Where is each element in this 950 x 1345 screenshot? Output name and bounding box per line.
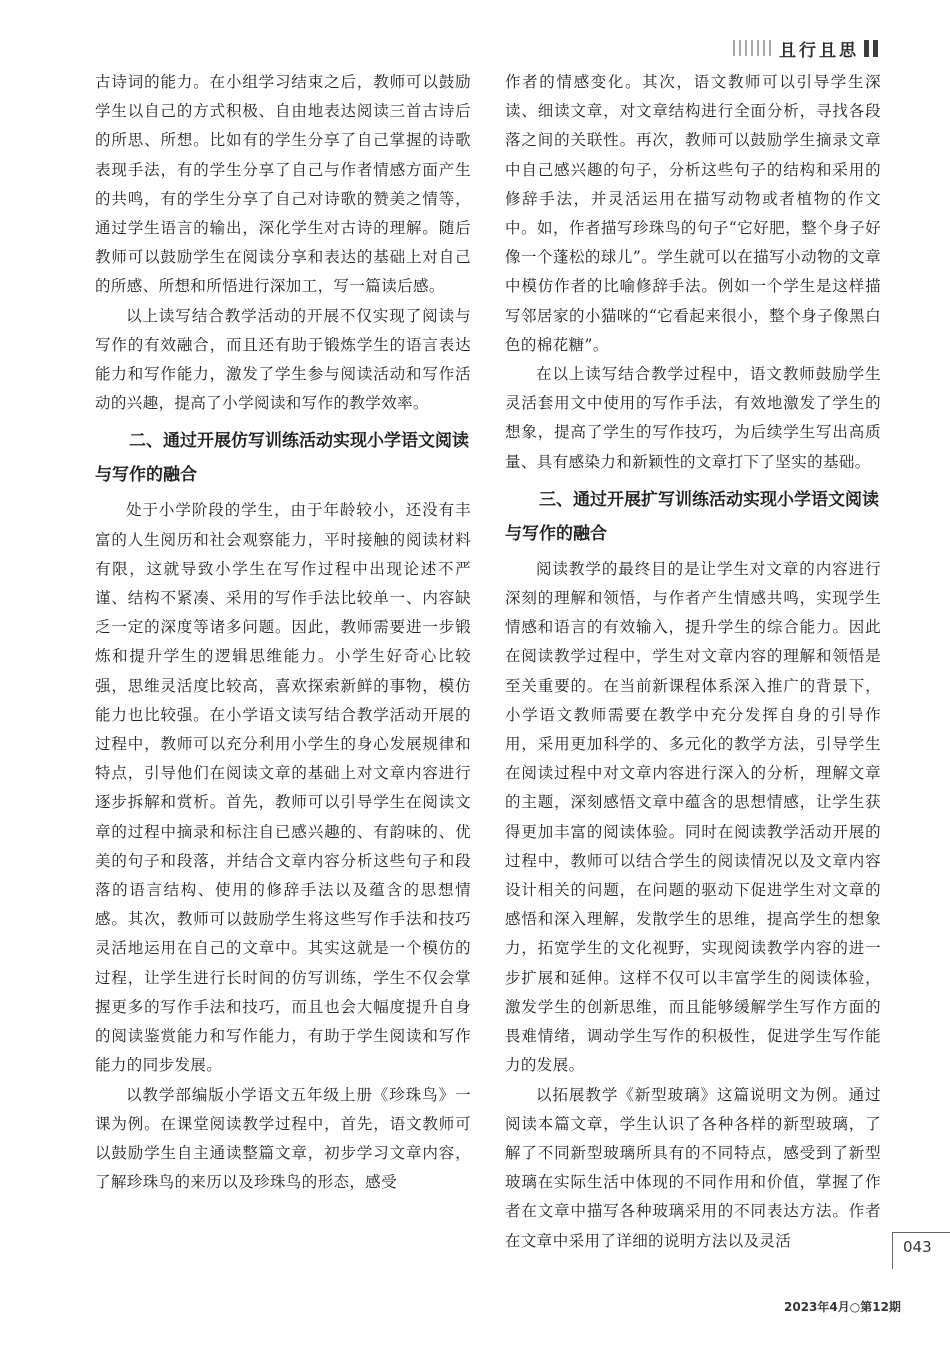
section-heading-3: 三、通过开展扩写训练活动实现小学语文阅读与写作的融合	[505, 489, 879, 544]
header-decoration	[733, 40, 771, 56]
left-column	[95, 68, 471, 1197]
header-end-decoration	[864, 40, 878, 57]
issue-label: 2023年4月○第12期	[784, 1300, 901, 1314]
paragraph: 处于小学阶段的学生，由于年龄较小，还没有丰富的人生阅历和社会观察能力，平时接触的阅读材料有限，这就导致小学生在写作过程中出现论述不严谨、结构不紧凑、采用的写作手法比较单一、内容缺乏一定的深度等诸多问题。因此，教师需要进一步锻炼和提升学生的逻辑思维能力。小学生好奇心比较强，思维灵活度比较高，喜欢探索新鲜的事物，模仿能力也比较强。在小学语文读写结合教学活动开展的过程中，教师可以充分利用小学生的身心发展规律和特点，引导他们在阅读文章的基础上对文章内容进行逐步拆解和赏析。首先，教师可以引导学生在阅读文章的过程中摘录和标注自已感兴趣的、有韵味的、优美的句子和段落，并结合文章内容分析这些句子和段落的语言结构、使用的修辞手法以及蕴含的思想情感。其次，教师可以鼓励学生将这些写作手法和技巧灵活地运用在自己的文章中。其实这就是一个模仿的过程，让学生进行长时间的仿写训练，学生不仅会掌握更多的写作手法和技巧，而且也会大幅度提升自身的阅读鉴赏能力和写作能力，有助于学生阅读和写作能力的同步发展。	[95, 501, 471, 1075]
running-header-title: 且行且思	[779, 41, 859, 61]
page-number: 043	[903, 1238, 932, 1256]
paragraph: 以上读写结合教学活动的开展不仅实现了阅读与写作的有效融合，而且还有助于锻炼学生的语言表达能力和写作能力，激发了学生参与阅读活动和写作活动的兴趣，提高了小学阅读和写作的教学效率。	[95, 306, 471, 413]
paragraph: 以拓展教学《新型玻璃》这篇说明文为例。通过阅读本篇文章，学生认识了各种各样的新型玻璃，了解了不同新型玻璃所具有的不同特点，感受到了新型玻璃在实际生活中体现的不同作用和价值，掌握了作者在文章中描写各种玻璃采用的不同表达方法。作者在文章中采用了详细的说明方法以及灵活	[505, 1085, 881, 1250]
section-heading-2: 二、通过开展仿写训练活动实现小学语文阅读与写作的融合	[95, 431, 469, 486]
paragraph: 古诗词的能力。在小组学习结束之后，教师可以鼓励学生以自己的方式积极、自由地表达阅读三首古诗后的所思、所想。比如有的学生分享了自己掌握的诗歌表现手法，有的学生分享了自己与作者情感方面产生的共鸣，有的学生分享了自己对诗歌的赞美之情等，通过学生语言的输出，深化学生对古诗的理解。随后教师可以鼓励学生在阅读分享和表达的基础上对自己的所感、所想和所悟进行深加工，写一篇读后感。	[95, 73, 471, 296]
paragraph: 作者的情感变化。其次，语文教师可以引导学生深读、细读文章，对文章结构进行全面分析，寻找各段落之间的关联性。再次，教师可以鼓励学生摘录文章中自己感兴趣的句子，分析这些句子的结构和采用的修辞手法，并灵活运用在描写动物或者植物的作文中。如，作者描写珍珠鸟的句子“它好肥，整个身子好像一个蓬松的球儿”。学生就可以在描写小动物的文章中模仿作者的比喻修辞手法。例如一个学生是这样描写邻居家的小猫咪的“它看起来很小，整个身子像黑白色的棉花糖”。	[505, 73, 881, 354]
paragraph: 以教学部编版小学语文五年级上册《珍珠鸟》一课为例。在课堂阅读教学过程中，首先，语文教师可以鼓励学生自主通读整篇文章，初步学习文章内容，了解珍珠鸟的来历以及珍珠鸟的形态，感受	[95, 1085, 471, 1192]
paragraph: 在以上读写结合教学过程中，语文教师鼓励学生灵活套用文中使用的写作手法，有效地激发了学生的想象，提高了学生的写作技巧，为后续学生写出高质量、具有感染力和新颖性的文章打下了坚实的基础。	[505, 365, 881, 471]
right-column	[505, 68, 881, 1256]
paragraph: 阅读教学的最终目的是让学生对文章的内容进行深刻的理解和领悟，与作者产生情感共鸣，实现学生情感和语言的有效输入，提升学生的综合能力。因此在阅读教学过程中，学生对文章内容的理解和领悟是至关重要的。在当前新课程体系深入推广的背景下，小学语文教师需要在教学中充分发挥自身的引导作用，采用更加科学的、多元化的教学方法，引导学生在阅读过程中对文章内容进行深入的分析，理解文章的主题，深刻感悟文章中蕴含的思想情感，让学生获得更加丰富的阅读体验。同时在阅读教学活动开展的过程中，教师可以结合学生的阅读情况以及文章内容设计相关的问题，在问题的驱动下促进学生对文章的感悟和深入理解，发散学生的思维，提高学生的想象力，拓宽学生的文化视野，实现阅读教学内容的进一步扩展和延伸。这样不仅可以丰富学生的阅读体验，激发学生的创新思维，而且能够缓解学生写作方面的畏难情绪，调动学生写作的积极性，促进学生写作能力的发展。	[505, 559, 881, 1075]
